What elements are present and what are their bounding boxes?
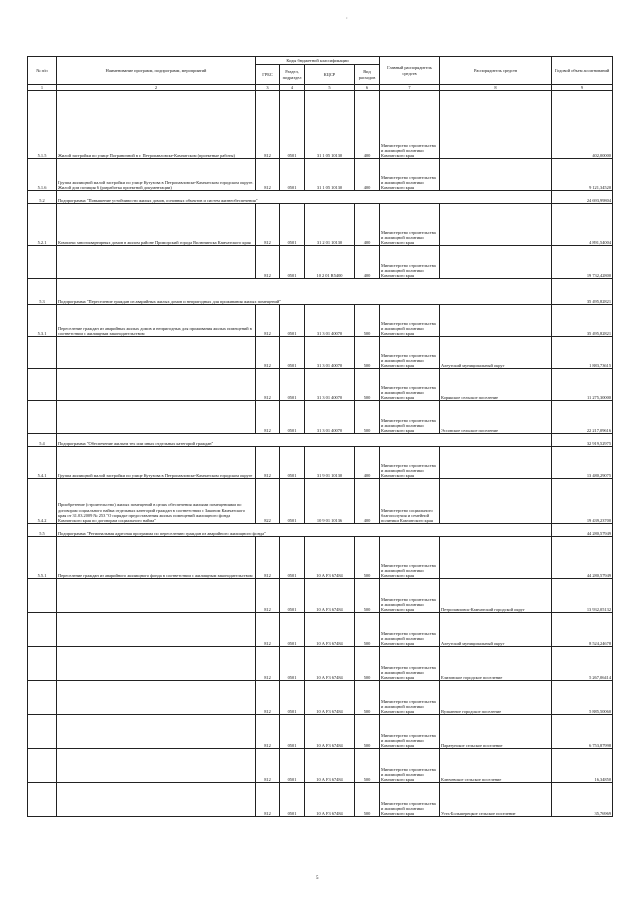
cell-razdel: 0501 bbox=[280, 246, 305, 279]
cell-recipient: Эссовское сельское поселение bbox=[440, 401, 552, 434]
cell-razdel: 0501 bbox=[280, 447, 305, 479]
cell-name bbox=[57, 579, 256, 613]
cell-main-admin: Министерство строительства и жилищной политики Камчатского края bbox=[380, 204, 440, 246]
column-index: 7 bbox=[380, 85, 440, 91]
cell-grbs: 812 bbox=[256, 369, 280, 401]
cell-grbs: 812 bbox=[256, 613, 280, 647]
cell-recipient: Алеутский муниципальный округ bbox=[440, 613, 552, 647]
cell-grbs: 812 bbox=[256, 159, 280, 191]
cell-name bbox=[57, 613, 256, 647]
cell-amount: 9 121,34520 bbox=[552, 159, 613, 191]
cell-vid: 400 bbox=[355, 479, 380, 524]
cell-no bbox=[28, 647, 57, 681]
cell-main-admin: Министерство строительства и жилищной политики Камчатского края bbox=[380, 246, 440, 279]
cell-grbs: 812 bbox=[256, 401, 280, 434]
cell-name: Приобретение (строительство) жилых помещений в целях обеспечения жилыми помещениями по договорам социального найма отдельных категорий граждан в соответствии с Законом Камчатского края от 31.03.2009 № 253 "О порядке предоставления жилых помещений жилищного фонда Камчатского края по договорам социального найма" bbox=[57, 479, 256, 524]
cell-main-admin: Министерство строительства и жилищной политики Камчатского края bbox=[380, 537, 440, 579]
cell-amount: 35 495,82821 bbox=[552, 305, 613, 337]
cell-razdel: 0501 bbox=[280, 715, 305, 749]
page-number: 5 bbox=[316, 876, 319, 881]
cell-main-admin: Министерство строительства и жилищной политики Камчатского края bbox=[380, 715, 440, 749]
cell-grbs: 812 bbox=[256, 579, 280, 613]
cell-kcsr: 31 3 01 40070 bbox=[305, 369, 355, 401]
cell-name bbox=[57, 337, 256, 369]
cell-amount: 44 280,57949 bbox=[552, 537, 613, 579]
table-row bbox=[28, 159, 613, 191]
column-index: 9 bbox=[552, 85, 613, 91]
cell-no: 5.2.1 bbox=[28, 204, 57, 246]
cell-name: Переселение граждан из аварийных жилых домов и непригодных для проживания жилых помещений в соответствии с жилищным законодательством bbox=[57, 305, 256, 337]
table-row bbox=[28, 305, 613, 337]
cell-recipient: Ключевское сельское поселение bbox=[440, 749, 552, 783]
cell-recipient: Петропавловск-Камчатский городской округ bbox=[440, 579, 552, 613]
cell-grbs: 812 bbox=[256, 91, 280, 159]
cell-vid: 500 bbox=[355, 401, 380, 434]
cell-main-admin: Министерство строительства и жилищной политики Камчатского края bbox=[380, 681, 440, 715]
cell-name bbox=[57, 681, 256, 715]
cell-no bbox=[28, 401, 57, 434]
table-row bbox=[28, 681, 613, 715]
cell-recipient bbox=[440, 305, 552, 337]
header-recipient: Распорядитель средств bbox=[440, 57, 552, 85]
column-index: 2 bbox=[57, 85, 256, 91]
cell-recipient: Елизовское городское поселение bbox=[440, 647, 552, 681]
cell-grbs: 812 bbox=[256, 337, 280, 369]
section-row bbox=[28, 434, 613, 447]
cell-razdel: 0501 bbox=[280, 305, 305, 337]
cell-name bbox=[57, 401, 256, 434]
cell-main-admin: Министерство строительства и жилищной политики Камчатского края bbox=[380, 579, 440, 613]
cell-recipient bbox=[440, 91, 552, 159]
cell-amount: 44 280,57949 bbox=[552, 524, 613, 537]
cell-name bbox=[57, 715, 256, 749]
cell-recipient: Паратунское сельское поселение bbox=[440, 715, 552, 749]
cell-no: 5.1.6 bbox=[28, 159, 57, 191]
cell-razdel: 0501 bbox=[280, 159, 305, 191]
cell-recipient bbox=[440, 479, 552, 524]
cell-vid: 500 bbox=[355, 369, 380, 401]
cell-grbs: 812 bbox=[256, 447, 280, 479]
cell-grbs: 812 bbox=[256, 537, 280, 579]
cell-vid: 500 bbox=[355, 305, 380, 337]
cell-recipient bbox=[440, 159, 552, 191]
cell-razdel: 0501 bbox=[280, 681, 305, 715]
cell-no bbox=[28, 783, 57, 817]
cell-razdel: 0501 bbox=[280, 91, 305, 159]
cell-name: Подпрограмма "Региональная адресная программа по переселению граждан из аварийного жилищного фонда" bbox=[57, 524, 552, 537]
cell-main-admin: Министерство строительства и жилищной политики Камчатского края bbox=[380, 647, 440, 681]
cell-main-admin: Министерство социального благополучия и семейной политики Камчатского края bbox=[380, 479, 440, 524]
table-row bbox=[28, 204, 613, 246]
cell-amount: 24 693,99804 bbox=[552, 191, 613, 204]
cell-kcsr: 10 9 01 10136 bbox=[305, 479, 355, 524]
cell-kcsr: 10 А F3 67484 bbox=[305, 613, 355, 647]
cell-kcsr: 10 А F3 67484 bbox=[305, 681, 355, 715]
table-row bbox=[28, 749, 613, 783]
cell-name: Группа жилищной малой застройки по улице Кутузова в Петропавловске-Камчатском городском округе bbox=[57, 447, 256, 479]
cell-grbs: 812 bbox=[256, 749, 280, 783]
cell-amount: 35,76969 bbox=[552, 783, 613, 817]
section-row bbox=[28, 279, 613, 305]
cell-main-admin: Министерство строительства и жилищной политики Камчатского края bbox=[380, 783, 440, 817]
cell-kcsr: 10 А F3 67484 bbox=[305, 715, 355, 749]
cell-vid: 400 bbox=[355, 91, 380, 159]
cell-kcsr: 31 3 01 40070 bbox=[305, 337, 355, 369]
table-body bbox=[28, 91, 613, 817]
cell-kcsr: 10 А F3 67484 bbox=[305, 783, 355, 817]
cell-vid: 500 bbox=[355, 537, 380, 579]
cell-amount: 1 883,73615 bbox=[552, 337, 613, 369]
cell-no: 5.4.1 bbox=[28, 447, 57, 479]
column-index: 8 bbox=[440, 85, 552, 91]
cell-recipient bbox=[440, 204, 552, 246]
cell-kcsr: 10 А F3 67484 bbox=[305, 647, 355, 681]
cell-recipient: Алеутский муниципальный округ bbox=[440, 337, 552, 369]
table-row bbox=[28, 91, 613, 159]
cell-amount: 19 439,23700 bbox=[552, 479, 613, 524]
cell-main-admin: Министерство строительства и жилищной политики Камчатского края bbox=[380, 91, 440, 159]
cell-grbs: 812 bbox=[256, 783, 280, 817]
cell-no bbox=[28, 613, 57, 647]
cell-kcsr: 10 А F3 67484 bbox=[305, 537, 355, 579]
column-index: 1 bbox=[28, 85, 57, 91]
cell-vid: 400 bbox=[355, 447, 380, 479]
cell-recipient bbox=[440, 246, 552, 279]
cell-grbs: 812 bbox=[256, 204, 280, 246]
cell-razdel: 0501 bbox=[280, 369, 305, 401]
cell-name: Группа жилищной малой застройки по улице Кутузова в Петропавловске-Камчатском городском округе. Жилой дом позиция 6 (разработка проектной документации) bbox=[57, 159, 256, 191]
cell-no bbox=[28, 715, 57, 749]
table-row bbox=[28, 337, 613, 369]
cell-vid: 500 bbox=[355, 681, 380, 715]
header-codes-group: Коды бюджетной классификации bbox=[256, 57, 380, 65]
table-row bbox=[28, 447, 613, 479]
table-row bbox=[28, 783, 613, 817]
cell-no bbox=[28, 246, 57, 279]
cell-kcsr: 10 2 01 R5400 bbox=[305, 246, 355, 279]
cell-no: 5.5.1 bbox=[28, 537, 57, 579]
cell-razdel: 0501 bbox=[280, 337, 305, 369]
cell-amount: 19 732,42800 bbox=[552, 246, 613, 279]
header-name: Наименование программ, подпрограмм, мероприятий bbox=[57, 57, 256, 85]
cell-recipient: Корякское сельское поселение bbox=[440, 369, 552, 401]
table-row bbox=[28, 613, 613, 647]
table-row bbox=[28, 579, 613, 613]
cell-no bbox=[28, 749, 57, 783]
cell-no bbox=[28, 337, 57, 369]
cell-no bbox=[28, 681, 57, 715]
header-main-admin: Главный распорядитель средств bbox=[380, 57, 440, 85]
cell-kcsr: 10 А F3 67484 bbox=[305, 579, 355, 613]
cell-name: Подпрограмма "Переселение граждан из аварийных жилых домов и непригодных для проживания жилых помещений" bbox=[57, 279, 552, 305]
header-razdel: Раздел, подраздел bbox=[280, 65, 305, 85]
cell-amount: 5 267,06414 bbox=[552, 647, 613, 681]
cell-razdel: 0501 bbox=[280, 579, 305, 613]
table-row bbox=[28, 246, 613, 279]
cell-name: Переселение граждан из аварийного жилищного фонда в соответствии с жилищным законодательством bbox=[57, 537, 256, 579]
cell-kcsr: 31 3 01 40070 bbox=[305, 401, 355, 434]
cell-amount: 32 919,52975 bbox=[552, 434, 613, 447]
cell-razdel: 0501 bbox=[280, 647, 305, 681]
cell-razdel: 0501 bbox=[280, 749, 305, 783]
cell-recipient: Вулканное городское поселение bbox=[440, 681, 552, 715]
cell-vid: 500 bbox=[355, 579, 380, 613]
cell-amount: 11 275,30000 bbox=[552, 369, 613, 401]
cell-no bbox=[28, 579, 57, 613]
cell-kcsr: 31 9 01 10130 bbox=[305, 447, 355, 479]
cell-main-admin: Министерство строительства и жилищной политики Камчатского края bbox=[380, 749, 440, 783]
cell-name bbox=[57, 246, 256, 279]
cell-vid: 400 bbox=[355, 204, 380, 246]
header-annual: Годовой объем ассигнований bbox=[552, 57, 613, 85]
table-row bbox=[28, 537, 613, 579]
cell-kcsr: 10 А F3 67484 bbox=[305, 749, 355, 783]
column-index: 6 bbox=[355, 85, 380, 91]
cell-amount: 4 891,54004 bbox=[552, 204, 613, 246]
table-row bbox=[28, 401, 613, 434]
section-row bbox=[28, 191, 613, 204]
cell-vid: 400 bbox=[355, 246, 380, 279]
cell-vid: 400 bbox=[355, 159, 380, 191]
budget-table bbox=[27, 56, 613, 817]
cell-amount: 35 495,82821 bbox=[552, 279, 613, 305]
column-index: 4 bbox=[280, 85, 305, 91]
cell-name: Подпрограмма "Повышение устойчивости жилых домов, основных объектов и систем жизнеобеспечения" bbox=[57, 191, 552, 204]
section-row bbox=[28, 524, 613, 537]
table-row bbox=[28, 369, 613, 401]
cell-vid: 500 bbox=[355, 715, 380, 749]
table-row bbox=[28, 647, 613, 681]
cell-amount: 13 480,29075 bbox=[552, 447, 613, 479]
cell-no: 5.1.5 bbox=[28, 91, 57, 159]
cell-amount: 6 753,87998 bbox=[552, 715, 613, 749]
cell-name: Жилой застройки по улице Пограничной в г. Петропавловске-Камчатском (проектные работы) bbox=[57, 91, 256, 159]
cell-razdel: 0501 bbox=[280, 479, 305, 524]
cell-recipient bbox=[440, 447, 552, 479]
cell-name bbox=[57, 369, 256, 401]
cell-name bbox=[57, 783, 256, 817]
cell-kcsr: 31 1 05 10130 bbox=[305, 159, 355, 191]
cell-no: 5.3 bbox=[28, 279, 57, 305]
cell-no: 5.4.2 bbox=[28, 479, 57, 524]
table-header bbox=[28, 57, 613, 91]
header-no: № п/п bbox=[28, 57, 57, 85]
column-index: 3 bbox=[256, 85, 280, 91]
cell-no: 5.2 bbox=[28, 191, 57, 204]
header-kcsr: КЦСР bbox=[305, 65, 355, 85]
cell-recipient bbox=[440, 537, 552, 579]
cell-amount: 8 524,24678 bbox=[552, 613, 613, 647]
table-row bbox=[28, 479, 613, 524]
cell-vid: 500 bbox=[355, 749, 380, 783]
cell-razdel: 0501 bbox=[280, 783, 305, 817]
cell-main-admin: Министерство строительства и жилищной политики Камчатского края bbox=[380, 401, 440, 434]
header-grbs: ГРБС bbox=[256, 65, 280, 85]
cell-main-admin: Министерство строительства и жилищной политики Камчатского края bbox=[380, 305, 440, 337]
cell-vid: 500 bbox=[355, 647, 380, 681]
cell-razdel: 0501 bbox=[280, 613, 305, 647]
cell-razdel: 0501 bbox=[280, 537, 305, 579]
cell-grbs: 812 bbox=[256, 246, 280, 279]
cell-razdel: 0501 bbox=[280, 204, 305, 246]
cell-main-admin: Министерство строительства и жилищной политики Камчатского края bbox=[380, 337, 440, 369]
cell-amount: 13 932,05132 bbox=[552, 579, 613, 613]
cell-main-admin: Министерство строительства и жилищной политики Камчатского края bbox=[380, 613, 440, 647]
cell-no: 5.5 bbox=[28, 524, 57, 537]
cell-razdel: 0501 bbox=[280, 401, 305, 434]
header-vid: Вид расходов bbox=[355, 65, 380, 85]
page-mark: ʼ bbox=[346, 18, 348, 23]
cell-main-admin: Министерство строительства и жилищной политики Камчатского края bbox=[380, 159, 440, 191]
cell-kcsr: 31 2 01 10130 bbox=[305, 204, 355, 246]
cell-kcsr: 31 3 01 40070 bbox=[305, 305, 355, 337]
cell-name: Подпрограмма "Обеспечение жильем тех или иных отдельных категорий граждан" bbox=[57, 434, 552, 447]
cell-name bbox=[57, 749, 256, 783]
cell-grbs: 812 bbox=[256, 305, 280, 337]
cell-vid: 500 bbox=[355, 783, 380, 817]
table-row bbox=[28, 715, 613, 749]
cell-grbs: 812 bbox=[256, 681, 280, 715]
cell-no: 5.4 bbox=[28, 434, 57, 447]
cell-name: Комплекс многоквартирных домов в жилом районе Приморский города Вилючинска Камчатского края bbox=[57, 204, 256, 246]
cell-amount: 16,34850 bbox=[552, 749, 613, 783]
cell-main-admin: Министерство строительства и жилищной политики Камчатского края bbox=[380, 447, 440, 479]
column-index: 5 bbox=[305, 85, 355, 91]
cell-kcsr: 31 1 05 10130 bbox=[305, 91, 355, 159]
cell-name bbox=[57, 647, 256, 681]
cell-grbs: 812 bbox=[256, 647, 280, 681]
cell-recipient: Усть-Большерецкое сельское поселение bbox=[440, 783, 552, 817]
cell-no bbox=[28, 369, 57, 401]
cell-amount: 402,00000 bbox=[552, 91, 613, 159]
cell-amount: 5 885,50060 bbox=[552, 681, 613, 715]
cell-grbs: 822 bbox=[256, 479, 280, 524]
cell-vid: 500 bbox=[355, 613, 380, 647]
cell-main-admin: Министерство строительства и жилищной политики Камчатского края bbox=[380, 369, 440, 401]
cell-no: 5.3.1 bbox=[28, 305, 57, 337]
cell-vid: 500 bbox=[355, 337, 380, 369]
cell-amount: 22 217,09616 bbox=[552, 401, 613, 434]
cell-grbs: 812 bbox=[256, 715, 280, 749]
